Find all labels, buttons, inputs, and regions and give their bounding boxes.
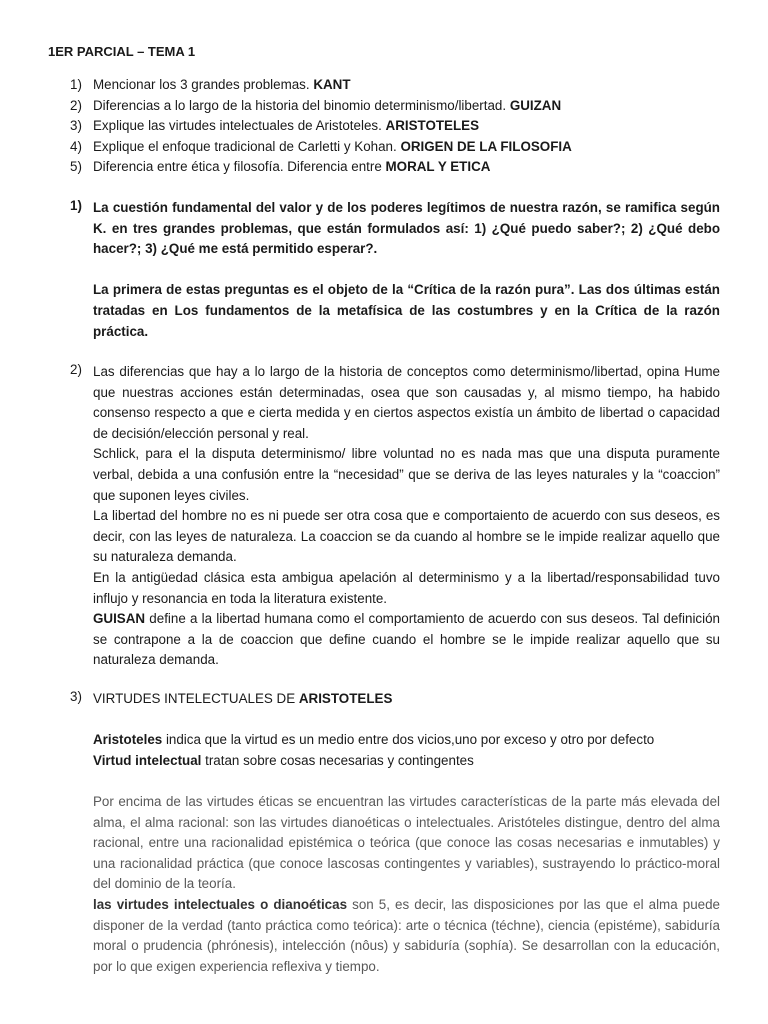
question-number: 3): [70, 118, 82, 134]
question-list: [70, 75, 730, 178]
answer-2-section: [70, 362, 720, 671]
question-text: Diferencias a lo largo de la historia del binomio determinismo/libertad. GUIZAN: [93, 97, 562, 113]
question-number: 4): [70, 138, 82, 154]
question-number: 5): [70, 159, 82, 175]
question-text: Mencionar los 3 grandes problemas. KANT: [93, 77, 351, 92]
answer-number: 2): [70, 362, 82, 377]
answer-paragraph: Schlick, para el la disputa determinismo/ libre voluntad no es nada mas que una disputa puramente verbal, debida a una confusión entre la “necesidad” que se deriva de las leyes naturales y la “coaccion” que suponen leyes civiles.: [93, 446, 720, 503]
question-item: [70, 157, 730, 178]
question-item: [70, 75, 730, 96]
question-keyword: ORIGEN DE LA FILOSOFIA: [400, 138, 572, 154]
answer-paragraph: La libertad del hombre no es ni puede ser otra cosa que e comportaiento de acuerdo con sus deseos, es decir, con las leyes de naturaleza. La coaccion se da cuando al hombre se le impide realizar aquello que su naturaleza demanda.: [93, 508, 720, 565]
answer-3-section: [70, 689, 720, 977]
question-text: Explique las virtudes intelectuales de Aristoteles. ARISTOTELES: [93, 118, 480, 134]
answer-body: [93, 362, 720, 671]
question-item: [70, 116, 730, 137]
question-item: [70, 137, 730, 158]
answer-line: Virtud intelectual tratan sobre cosas necesarias y contingentes: [93, 752, 474, 768]
quoted-paragraph: Por encima de las virtudes éticas se encuentran las virtudes características de la parte más elevada del alma, el alma racional: son las virtudes dianoéticas o intelectuales. Aristóteles distingue, dentro del alma racional, entre una racionalidad epistémica o teórica (que conoce las cosas necesarias e inmutables) y una racionalidad práctica (que conoce lascosas contingentes y variables), sustrayendo lo práctico-moral del dominio de la teoría.: [93, 793, 720, 892]
answer-number: 1): [70, 198, 82, 213]
question-number: 1): [70, 77, 82, 92]
answer-body: [93, 198, 720, 342]
answer-paragraph: La primera de estas preguntas es el objeto de la “Crítica de la razón pura”. Las dos últimas están tratadas en Los fundamentos de la metafísica de las costumbres y en la Crítica de la razón práctica.: [93, 282, 720, 339]
answer-line: Aristoteles indica que la virtud es un medio entre dos vicios,uno por exceso y otro por defecto: [93, 732, 655, 748]
section-heading: VIRTUDES INTELECTUALES DE ARISTOTELES: [93, 691, 393, 706]
answer-paragraph: Las diferencias que hay a lo largo de la historia de conceptos como determinismo/libertad, opina Hume que nuestras acciones están determinadas, osea que son causadas y, al mismo tiempo, ha habido consenso respecto a que e cierta medida y en ciertos aspectos existía un ámbito de libertad o capacidad de decisión/elección personal y real.: [93, 364, 720, 441]
page-title: 1ER PARCIAL – TEMA 1: [48, 44, 196, 59]
answer-number: 3): [70, 689, 82, 704]
answer-paragraph: GUISAN define a la libertad humana como el comportamiento de acuerdo con sus deseos. Tal definición se contrapone a la de coaccion que define cuando el hombre se le impide realizar aquello que su naturaleza demanda.: [93, 611, 720, 668]
question-keyword: MORAL Y ETICA: [385, 159, 491, 175]
question-keyword: KANT: [313, 77, 351, 92]
question-text: Diferencia entre ética y filosofía. Diferencia entre MORAL Y ETICA: [93, 159, 491, 175]
question-keyword: GUIZAN: [509, 97, 562, 113]
answer-paragraph: En la antigüedad clásica esta ambigua apelación al determinismo y a la libertad/responsabilidad tuvo influjo y resonancia en toda la literatura existente.: [93, 569, 720, 606]
question-item: [70, 96, 730, 117]
quoted-paragraph: las virtudes intelectuales o dianoéticas son 5, es decir, las disposiciones por las que el alma puede disponer de la verdad (tanto práctica como teórica): arte o técnica (téchne), ciencia (epistéme), sabiduría moral o prudencia (phrónesis), intelección (nôus) y sabiduría (sophía). Se desarrollan con la educación, por lo que exigen experiencia reflexiva y tiempo.: [93, 896, 720, 974]
question-number: 2): [70, 97, 82, 113]
answer-1-section: [70, 198, 720, 342]
question-text: Explique el enfoque tradicional de Carletti y Kohan. ORIGEN DE LA FILOSOFIA: [93, 138, 572, 154]
answer-paragraph: La cuestión fundamental del valor y de los poderes legítimos de nuestra razón, se ramifica según K. en tres grandes problemas, que están formulados así: 1) ¿Qué puedo saber?; 2) ¿Qué debo hacer?; 3) ¿Qué me está permitido esperar?.: [93, 200, 720, 257]
answer-body: [93, 689, 720, 977]
question-keyword: ARISTOTELES: [385, 118, 480, 134]
